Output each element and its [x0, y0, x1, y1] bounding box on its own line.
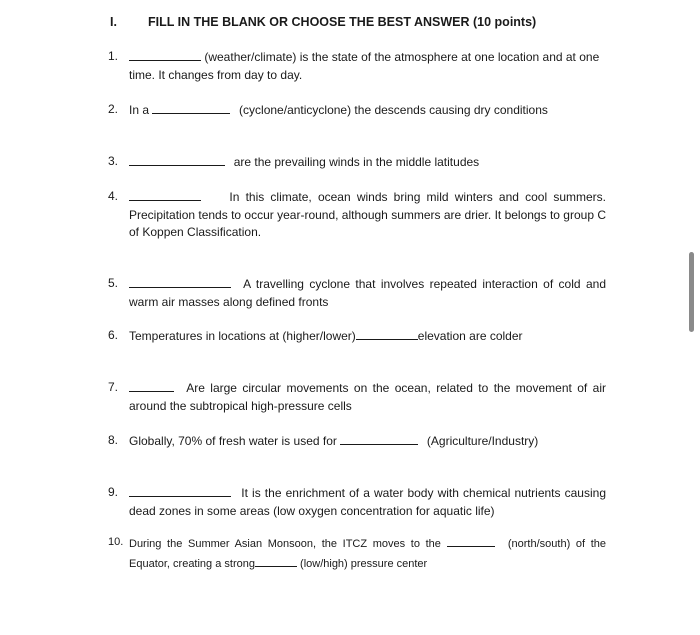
question-text: It is the enrichment of a water body with chemical nutrients causing dead zones in some areas (low oxygen concentration for aquatic life)	[129, 486, 606, 518]
question-1	[108, 48, 606, 84]
question-text: In this climate, ocean winds bring mild winters and cool summers. Precipitation tends to occur year-round, although summers are drier. It belongs to group C of Koppen Classification.	[129, 190, 606, 239]
question-text-middle: (north/south) of the Equator, creating a strong	[129, 538, 606, 570]
answer-blank[interactable]	[255, 554, 297, 567]
answer-blank[interactable]	[129, 379, 174, 392]
question-number: 1.	[108, 49, 119, 63]
answer-blank[interactable]	[129, 275, 231, 288]
question-number: 6.	[108, 328, 119, 342]
question-8	[108, 432, 606, 451]
section-heading	[110, 15, 536, 29]
section-title: FILL IN THE BLANK OR CHOOSE THE BEST ANSWER (10 points)	[148, 15, 537, 29]
question-text-before: In a	[129, 103, 150, 117]
question-number: 4.	[108, 189, 119, 203]
question-3	[108, 153, 606, 172]
question-6	[108, 327, 606, 346]
question-text: elevation are colder	[417, 329, 523, 343]
question-2	[108, 101, 606, 120]
answer-blank[interactable]	[129, 188, 201, 201]
question-10	[108, 534, 606, 573]
question-text: (weather/climate) is the state of the atmosphere at one location and at one time. It changes from day to day.	[129, 50, 600, 82]
question-number: 10.	[108, 536, 124, 548]
question-number: 7.	[108, 380, 119, 394]
question-number: 9.	[108, 485, 119, 499]
question-text: A travelling cyclone that involves repeated interaction of cold and warm air masses along defined fronts	[129, 277, 606, 309]
question-text-before: During the Summer Asian Monsoon, the ITCZ moves to the	[129, 538, 441, 550]
answer-blank[interactable]	[129, 48, 201, 61]
question-text: (Agriculture/Industry)	[426, 434, 539, 448]
question-number: 3.	[108, 154, 119, 168]
question-text-before: Temperatures in locations at (higher/lower)	[129, 329, 356, 343]
answer-blank[interactable]	[340, 432, 418, 445]
question-9	[108, 484, 606, 520]
question-number: 5.	[108, 276, 119, 290]
question-7	[108, 379, 606, 415]
answer-blank[interactable]	[356, 327, 418, 340]
answer-blank[interactable]	[129, 153, 225, 166]
question-text: (cyclone/anticyclone) the descends causing dry conditions	[239, 103, 548, 117]
scrollbar-thumb[interactable]	[689, 252, 694, 332]
question-text: are the prevailing winds in the middle latitudes	[233, 155, 480, 169]
section-number: I.	[110, 15, 117, 29]
question-4	[108, 188, 606, 242]
question-5	[108, 275, 606, 311]
question-number: 2.	[108, 102, 119, 116]
answer-blank[interactable]	[129, 484, 231, 497]
answer-blank[interactable]	[447, 534, 495, 547]
answer-blank[interactable]	[152, 101, 230, 114]
question-text: (low/high) pressure center	[300, 557, 428, 570]
question-number: 8.	[108, 433, 119, 447]
question-text: Are large circular movements on the ocean, related to the movement of air around the subtropical high-pressure cells	[129, 381, 607, 413]
question-text-before: Globally, 70% of fresh water is used for	[129, 434, 337, 448]
